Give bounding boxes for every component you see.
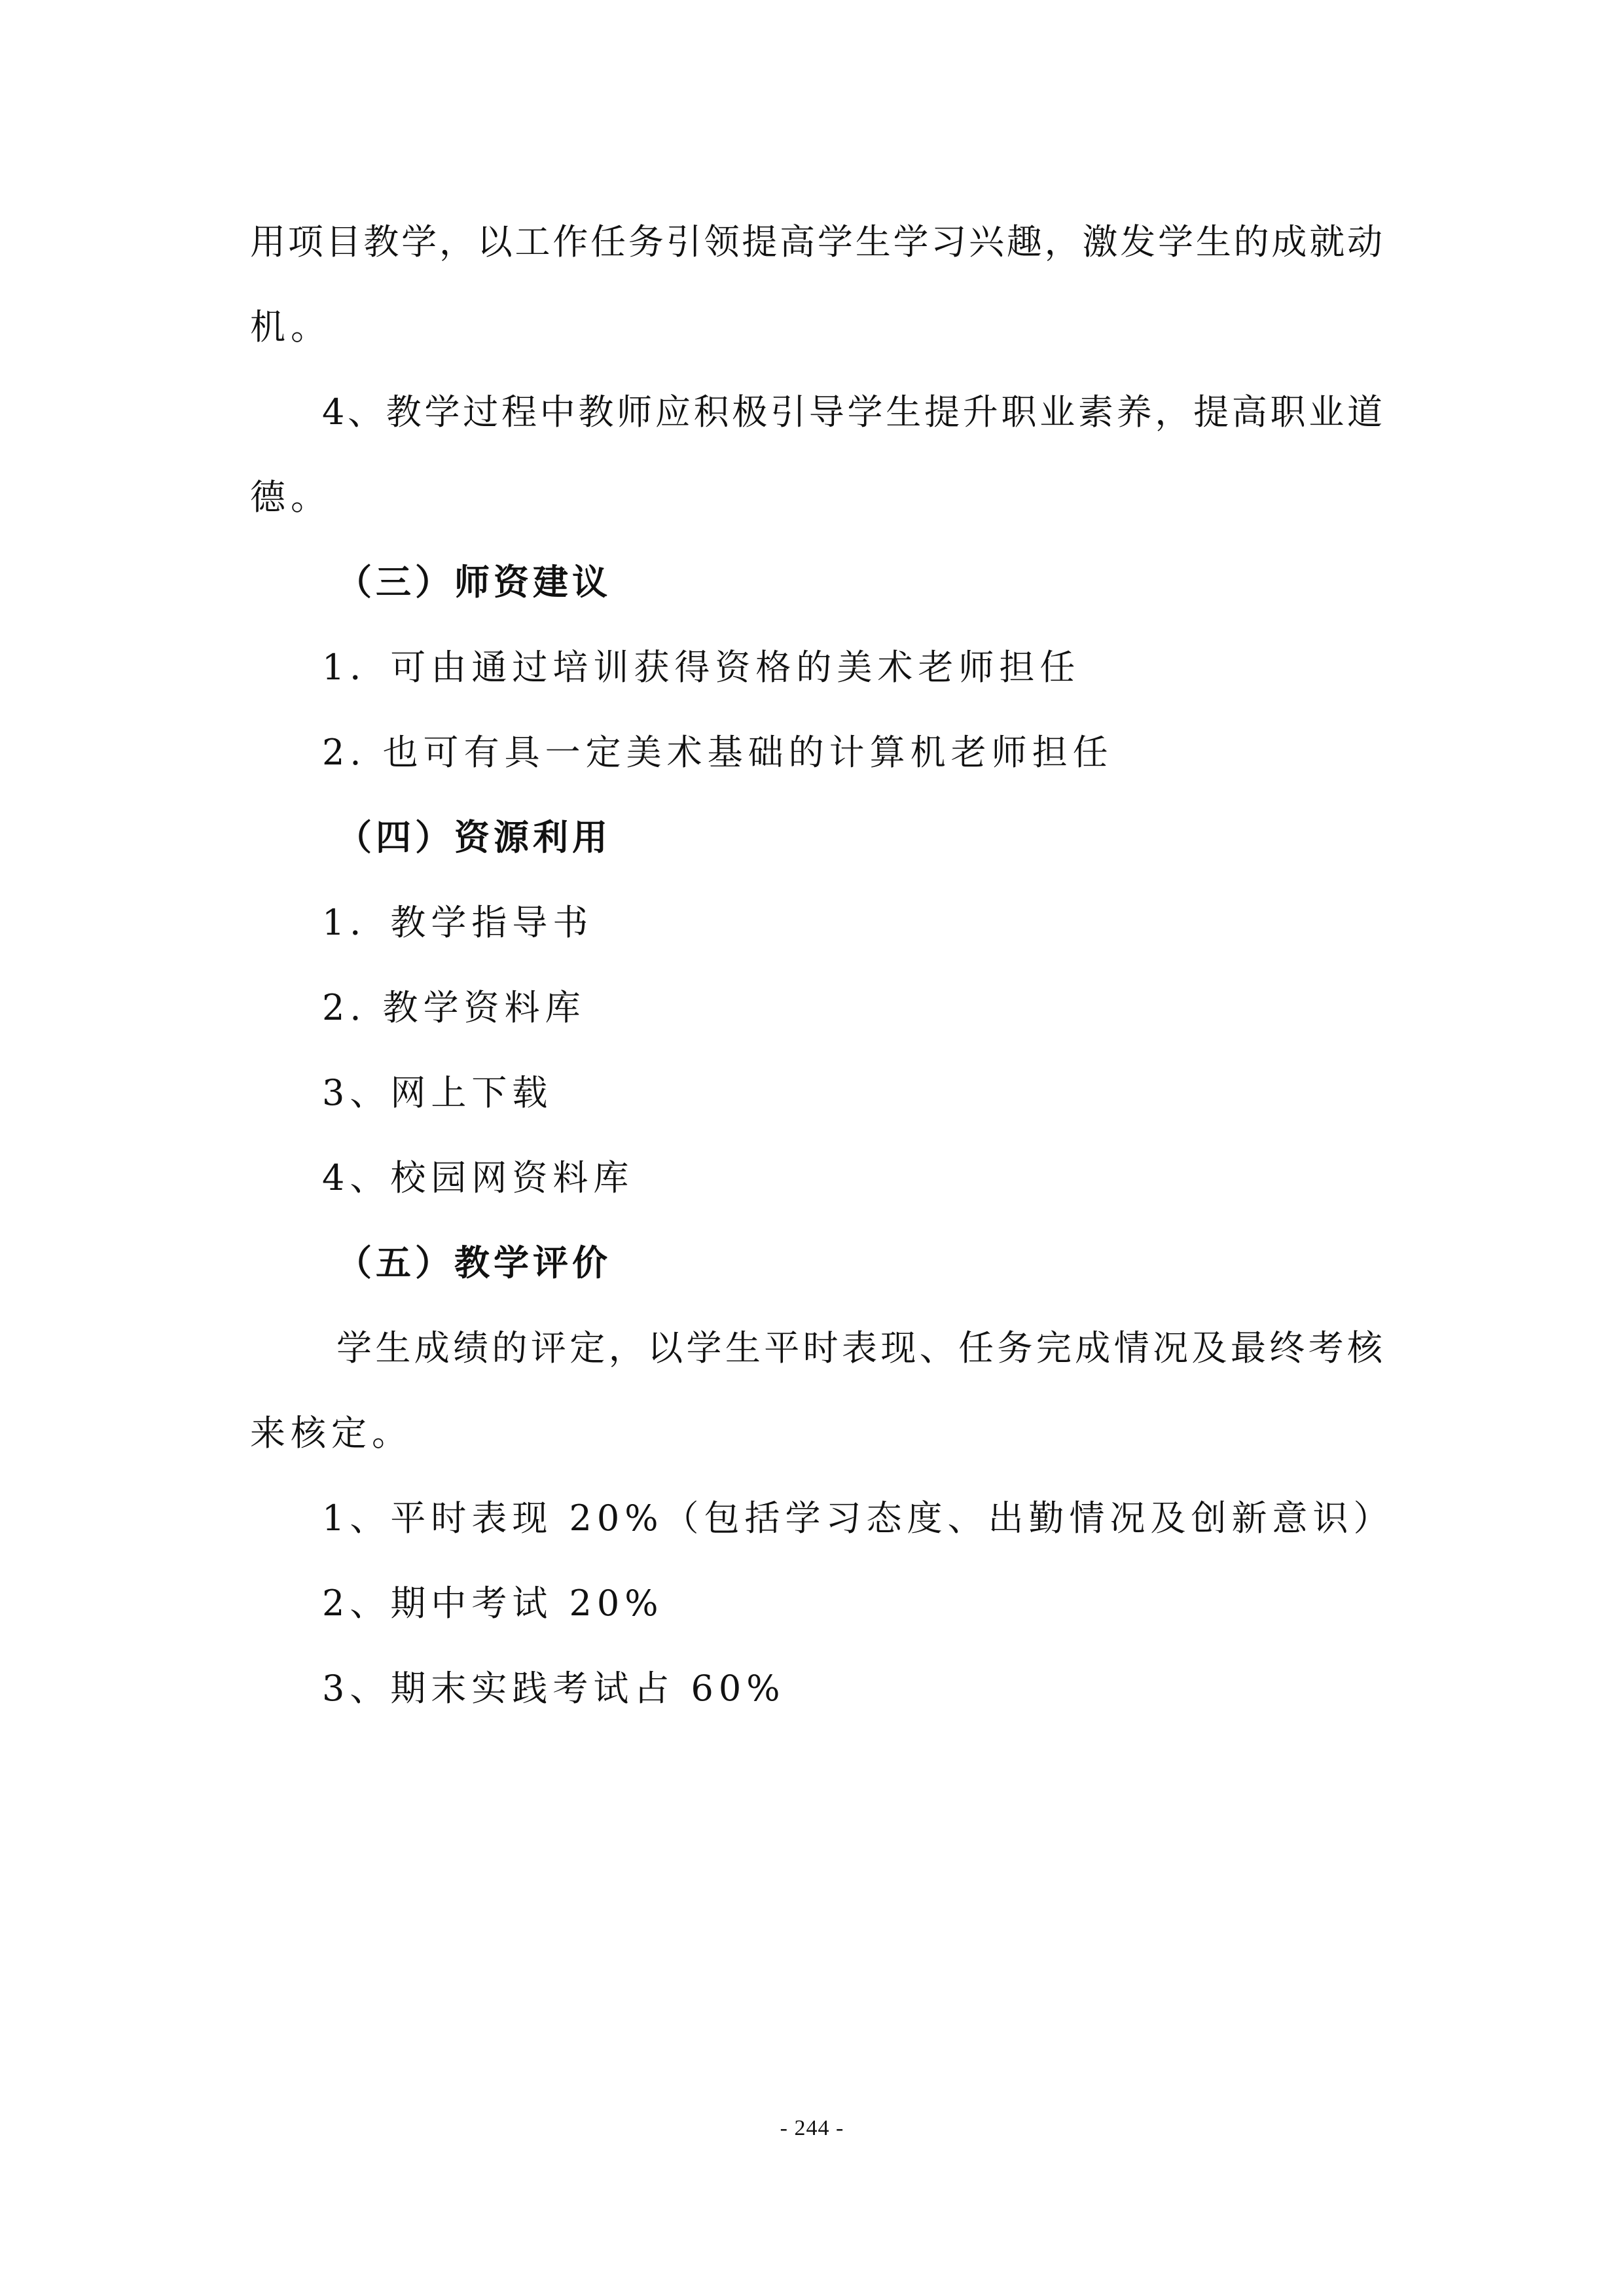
- paragraph-line: 用项目教学，以工作任务引领提高学生学习兴趣，激发学生的成就动: [250, 221, 1382, 262]
- page-number: - 244 -: [780, 2116, 844, 2140]
- list-item: 1．可由通过培训获得资格的美术老师担任: [322, 647, 1081, 688]
- section-heading-resources: （四）资源利用: [336, 817, 611, 858]
- section-heading-evaluation: （五）教学评价: [336, 1242, 611, 1283]
- paragraph-line: 机。: [250, 306, 331, 348]
- list-item: 4、校园网资料库: [322, 1157, 634, 1198]
- section-heading-teachers: （三）师资建议: [336, 562, 611, 603]
- list-item: 1、平时表现 20%（包括学习态度、出勤情况及创新意识）: [322, 1498, 1394, 1539]
- list-item: 1．教学指导书: [322, 902, 594, 943]
- paragraph-line: 德。: [250, 476, 331, 518]
- list-item: 2. 也可有具一定美术基础的计算机老师担任: [322, 732, 1113, 773]
- list-item: 3、期末实践考试占 60%: [322, 1668, 785, 1709]
- list-item: 3、网上下载: [322, 1072, 553, 1113]
- paragraph-line: 来核定。: [250, 1412, 412, 1454]
- paragraph-line: 4、教学过程中教师应积极引导学生提升职业素养，提高职业道: [322, 391, 1382, 433]
- list-item: 2、期中考试 20%: [322, 1583, 664, 1624]
- list-item: 2. 教学资料库: [322, 987, 586, 1028]
- paragraph-line: 学生成绩的评定，以学生平时表现、任务完成情况及最终考核: [336, 1327, 1382, 1369]
